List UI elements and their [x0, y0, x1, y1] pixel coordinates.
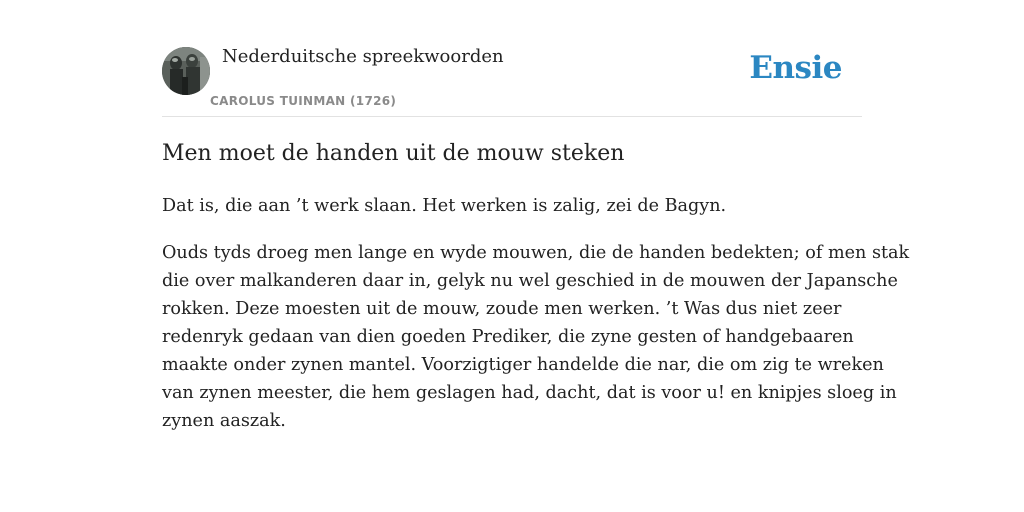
paragraph-line: redenryk gedaan van dien goeden Prediker, die zyne gesten of handgebaaren	[162, 327, 854, 347]
statue-portrait-icon	[162, 47, 210, 95]
paragraph-line: van zynen meester, die hem geslagen had, dacht, dat is voor u! en knipjes sloeg in	[162, 383, 897, 403]
page	[162, 0, 910, 431]
book-title[interactable]: Nederduitsche spreekwoorden	[222, 46, 504, 67]
entry-paragraph: Dat is, die aan ’t werk slaan. Het werken is zalig, zei de Bagyn.	[162, 196, 727, 216]
paragraph-line: zynen aaszak.	[162, 411, 286, 431]
paragraph-line: rokken. Deze moesten uit de mouw, zoude men werken. ’t Was dus niet zeer	[162, 299, 842, 319]
book-avatar[interactable]	[162, 47, 210, 95]
brand-logo[interactable]: Ensie	[749, 50, 842, 86]
entry-title: Men moet de handen uit de mouw steken	[162, 141, 625, 166]
paragraph-line: die over malkanderen daar in, gelyk nu wel geschied in de mouwen der Japansche	[162, 271, 898, 291]
paragraph-line: maakte onder zynen mantel. Voorzigtiger handelde die nar, die om zig te wreken	[162, 355, 884, 375]
entry-paragraph	[162, 239, 910, 435]
author-label[interactable]: CAROLUS TUINMAN (1726)	[210, 94, 397, 108]
paragraph-line: Ouds tyds droeg men lange en wyde mouwen, die de handen bedekten; of men stak	[162, 243, 910, 263]
book-header	[162, 0, 862, 117]
